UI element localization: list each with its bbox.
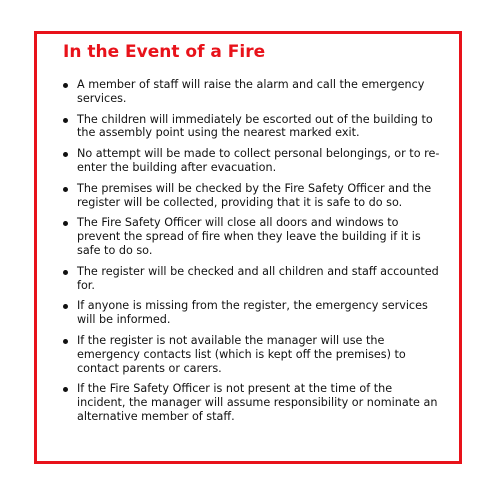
bullet-icon [63, 221, 68, 226]
bullet-icon [63, 118, 68, 123]
list-item-text: A member of staff will raise the alarm and call the emergency services. [77, 78, 425, 105]
bullet-icon [63, 152, 68, 157]
list-item [63, 216, 443, 257]
fire-notice-frame [34, 31, 462, 464]
list-item [63, 147, 443, 175]
bullet-icon [63, 387, 68, 392]
bullet-icon [63, 304, 68, 309]
procedure-list [63, 78, 443, 431]
list-item-text: The premises will be checked by the Fire Safety Officer and the register will be collected, providing that it is safe to do so. [77, 181, 432, 209]
list-item [63, 382, 443, 423]
list-item-text: If the Fire Safety Officer is not present at the time of the incident, the manager will assume responsibility or nominate an alternative member of staff. [77, 382, 438, 423]
list-item [63, 182, 443, 210]
list-item-text: The Fire Safety Officer will close all doors and windows to prevent the spread of fire when they leave the building if it is safe to do so. [77, 216, 421, 257]
bullet-icon [63, 270, 68, 275]
list-item-text: The children will immediately be escorted out of the building to the assembly point using the nearest marked exit. [77, 112, 433, 140]
bullet-icon [63, 339, 68, 344]
list-item-text: No attempt will be made to collect personal belongings, or to re-enter the building after evacuation. [77, 147, 440, 174]
bullet-icon [63, 83, 68, 88]
list-item [63, 334, 443, 375]
bullet-icon [63, 187, 68, 192]
list-item [63, 265, 443, 293]
list-item [63, 113, 443, 141]
list-item [63, 78, 443, 106]
notice-title: In the Event of a Fire [63, 42, 266, 62]
list-item [63, 299, 443, 327]
list-item-text: If the register is not available the manager will use the emergency contacts list (which is kept off the premises) to contact parents or carers. [77, 333, 406, 375]
list-item-text: If anyone is missing from the register, the emergency services will be informed. [77, 299, 428, 327]
list-item-text: The register will be checked and all children and staff accounted for. [77, 264, 439, 292]
